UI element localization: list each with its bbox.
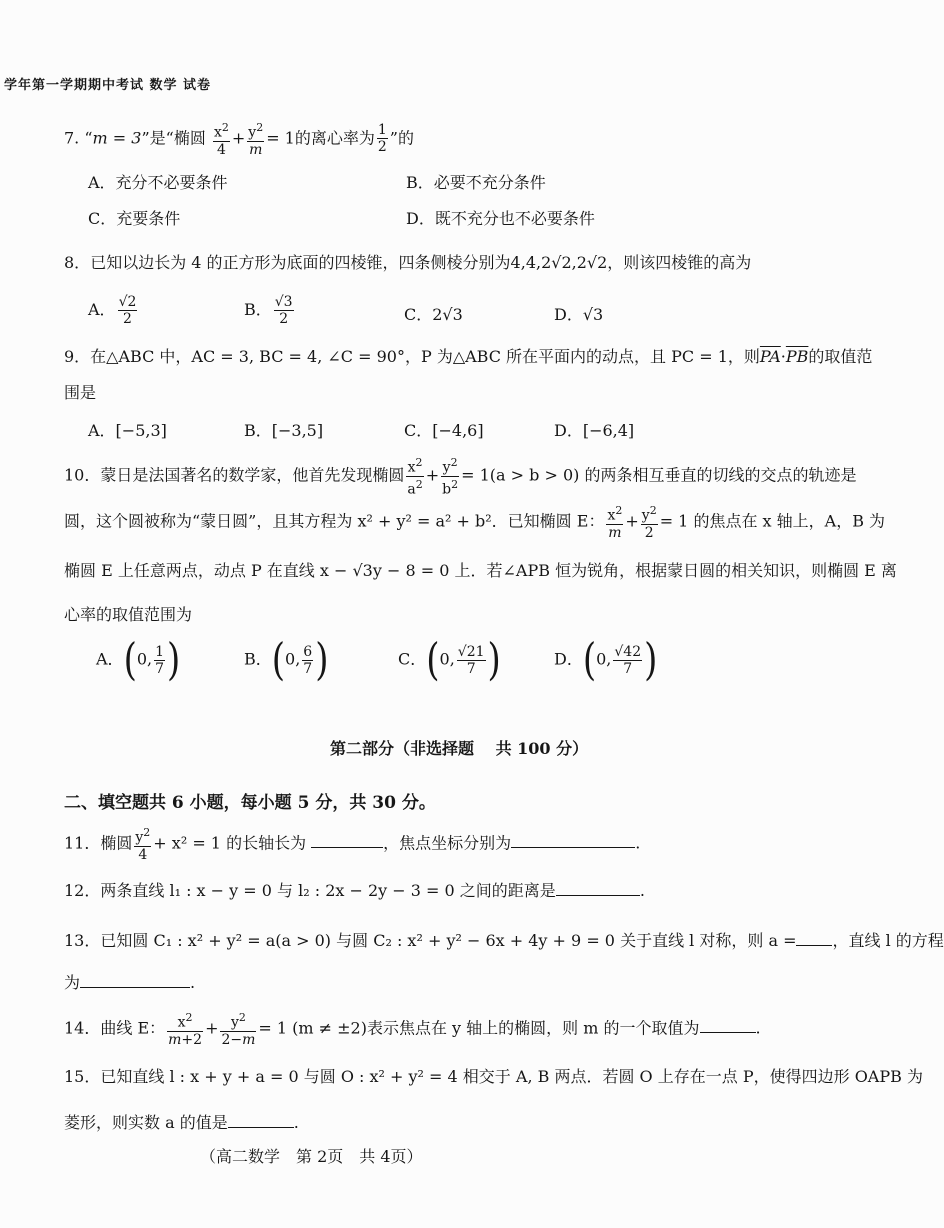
q9-option-a: A．[−5,3] (88, 421, 167, 440)
q10-line2: 圆，这个圆被称为“蒙日圆”，且其方程为 x² + y² = a² + b²．已知椭圆 E： $\frac{x^2}{m}$ + $\frac{y^2}{2}$ = 1 的焦点在 x 轴上，A，B 为 (64, 504, 886, 541)
question-8: 8．已知以边长为 4 的正方形为底面的四棱锥，四条侧棱分别为4,4,2√2,2√2，则该四棱锥的高为 (64, 253, 752, 272)
q8-option-d: D．√3 (554, 305, 604, 324)
fraction: $\frac{x^2}{4}$ (213, 121, 229, 158)
fraction: $\frac{y^2}{m}$ (248, 121, 264, 158)
q7-option-c: C．充要条件 (88, 209, 181, 228)
q7-option-d: D．既不充分也不必要条件 (406, 209, 595, 228)
question-15: 15．已知直线 l : x + y + a = 0 与圆 O : x² + y² = 4 相交于 A, B 两点．若圆 O 上存在一点 P，使得四边形 OAPB 为 (64, 1067, 923, 1086)
answer-blank[interactable] (556, 881, 640, 896)
question-10: 10．蒙日是法国著名的数学家，他首先发现椭圆 $\frac{x^2}{a^2}$ + $\frac{y^2}{b^2}$ = 1(a > b > 0) 的两条相互垂直的切线的交点的轨迹是 (64, 456, 857, 498)
question-13: 13．已知圆 C₁ : x² + y² = a(a > 0) 与圆 C₂ : x² + y² − 6x + 4y + 9 = 0 关于直线 l 对称，则 a = ，直线 l 的方程 (64, 931, 944, 950)
q10-option-b: B．(0, $\frac{6}{7}$ ) (244, 634, 329, 686)
q9-option-d: D．[−6,4] (554, 421, 635, 440)
question-14: 14．曲线 E： $\frac{x^2}{m+2}$ + $\frac{y^2}{2-m}$ = 1 (m ≠ ±2)表示焦点在 y 轴上的椭圆，则 m 的一个取值为 . (64, 1011, 761, 1048)
question-12: 12．两条直线 l₁ : x − y = 0 与 l₂ : 2x − 2y − 3 = 0 之间的距离是 . (64, 881, 645, 900)
answer-blank[interactable] (311, 833, 383, 848)
page-footer: （高二数学 第 2页 共 4页） (200, 1147, 423, 1166)
section-heading: 二、填空题共 6 小题，每小题 5 分，共 30 分。 (64, 793, 436, 813)
question-13-line2: 为 . (64, 973, 196, 992)
q8-option-c: C．2√3 (404, 305, 463, 324)
q7-option-b: B．必要不充分条件 (406, 173, 546, 192)
q8-option-b: B． $\frac{√3}{2}$ (244, 294, 293, 327)
answer-blank[interactable] (228, 1113, 294, 1128)
fraction: $\frac{1}{2}$ (377, 122, 387, 156)
answer-blank[interactable] (700, 1018, 756, 1033)
question-7: 7. “m = 3”是“椭圆 $\frac{x^2}{4}$ + $\frac{y^2}{m}$ = 1的离心率为 $\frac{1}{2}$ ”的 (64, 121, 414, 158)
q10-line4: 心率的取值范围为 (64, 605, 193, 624)
q9-option-b: B．[−3,5] (244, 421, 324, 440)
q10-option-a: A．(0, $\frac{1}{7}$ ) (96, 634, 181, 686)
question-9: 9．在△ABC 中，AC = 3, BC = 4, ∠C = 90°，P 为△ABC 所在平面内的动点，且 PC = 1，则$\overline{PA}\cdot\overline{PB}$的取值范 (64, 347, 873, 366)
answer-blank[interactable] (511, 833, 635, 848)
q10-option-c: C．(0, $\frac{√21}{7}$ ) (398, 634, 501, 686)
q9-option-c: C．[−4,6] (404, 421, 484, 440)
q10-line3: 椭圆 E 上任意两点，动点 P 在直线 x − √3y − 8 = 0 上．若∠APB 恒为锐角，根据蒙日圆的相关知识，则椭圆 E 离 (64, 561, 897, 580)
q9-line2: 围是 (64, 383, 97, 402)
answer-blank[interactable] (80, 973, 190, 988)
q10-option-d: D．(0, $\frac{√42}{7}$ ) (554, 634, 658, 686)
part-heading: 第二部分（非选择题 共 100 分） (330, 739, 589, 758)
q8-option-a: A． $\frac{√2}{2}$ (88, 294, 137, 327)
answer-blank[interactable] (796, 931, 832, 946)
q7-option-a: A．充分不必要条件 (88, 173, 228, 192)
question-15-line2: 菱形，则实数 a 的值是 . (64, 1113, 299, 1132)
exam-header: 学年第一学期期中考试 数学 试卷 (4, 78, 212, 93)
question-11: 11．椭圆 $\frac{y^2}{4}$ + x² = 1 的长轴长为 ，焦点坐标分别为 . (64, 826, 641, 863)
